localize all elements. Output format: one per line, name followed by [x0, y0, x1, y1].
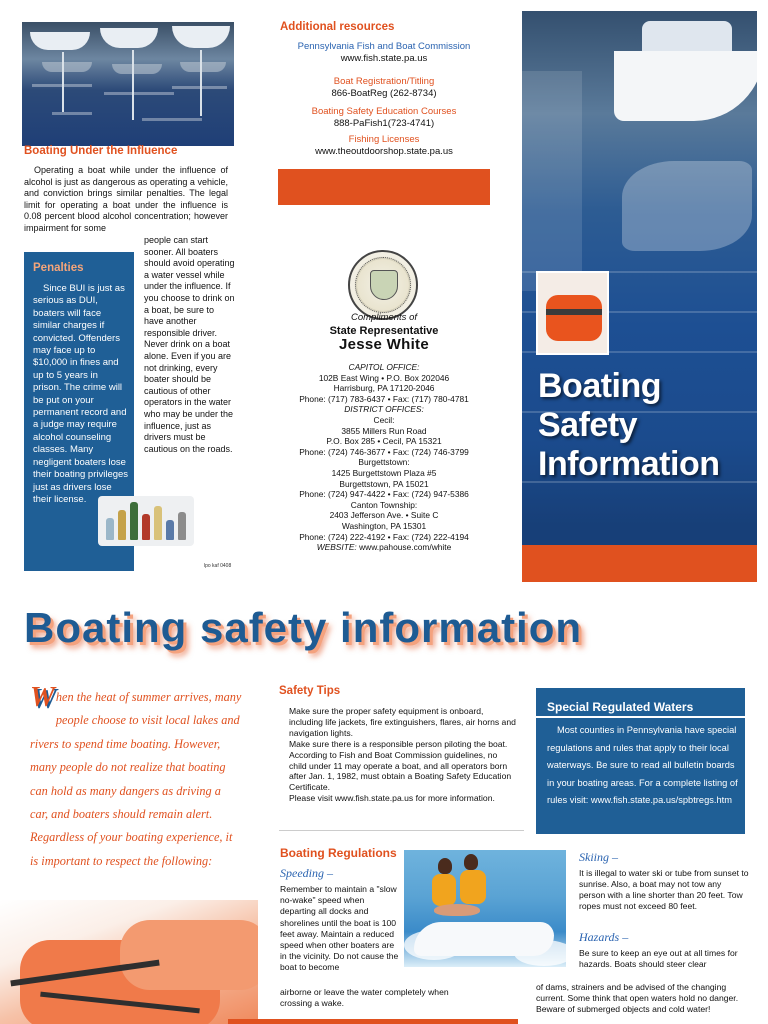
safety-tips-text	[279, 706, 517, 804]
office-name: Canton Township:	[350, 499, 418, 510]
resource-title: Pennsylvania Fish and Boat Commission	[297, 41, 471, 52]
address-line: Washington, PA 15301	[341, 520, 427, 531]
address-line: Burgettstown, PA 15021	[339, 478, 429, 489]
resource-title: Boat Registration/Titling	[333, 76, 435, 87]
cover-title-line: Boating	[538, 367, 662, 405]
resource-item	[262, 41, 506, 65]
resource-item	[262, 134, 506, 158]
bui-text-continued: people can start sooner. All boaters should avoid operating a water vessel while under the influence. If you choose to drink on a boat, be sure to have another responsible driver. Never drink on a boat alone. Even if you are not drinking, every boater should be cautious of other operators in the water who may be under the influence, just as drivers must be cautious on the roads.	[144, 235, 235, 454]
life-jackets-photo	[0, 900, 258, 1024]
orange-divider-bar	[278, 169, 490, 205]
life-jacket-icon	[536, 271, 609, 355]
safety-tips-heading: Safety Tips	[279, 685, 341, 697]
hazards-text-continued: of dams, strainers and be advised of the changing current. Some think that open waters hold no danger. Beware of submerged objects and cold water!	[536, 982, 739, 1014]
address-line: Harrisburg, PA 17120-2046	[333, 383, 435, 394]
intro-text: When the heat of summer arrives, many people choose to visit local lakes and rivers to spend time boating. However, many people do not realize that boating can hold as many dangers as driving a car, and boaters should remain alert. Regardless of your boating experience, it is important to respect the following:	[30, 682, 242, 868]
heading-underline	[536, 716, 745, 718]
website-line	[262, 542, 506, 553]
resource-title: Boating Safety Education Courses	[311, 106, 457, 117]
skiing-text: It is illegal to water ski or tube from sunset to sunrise. Also, a boat may not tow any person with a line shorter than 20 feet. Tow ropes must not exceed 80 feet.	[579, 868, 749, 911]
resource-value: 866-BoatReg (262-8734)	[331, 88, 437, 99]
section-divider	[279, 830, 524, 831]
capitol-office	[262, 362, 506, 553]
penalties-text: Since BUI is just as serious as DUI, boaters will face similar charges if convicted. Offenders may face up to $10,000 in fines and up to 5 years in prison. The crime will be put on your permanent record and a judge may require alcohol counseling classes. Many negligent boaters lose their boating privileges just as drivers lose their license.	[33, 283, 129, 505]
page-title: Boating safety information	[24, 604, 583, 651]
house-seal-icon	[348, 250, 418, 320]
resource-item	[262, 106, 506, 130]
compliments-label: Compliments of	[351, 312, 417, 323]
address-line: 2403 Jefferson Ave. • Suite C	[329, 510, 439, 521]
office-name: Cecil:	[373, 414, 395, 425]
phone-line: Phone: (717) 783-6437 • Fax: (717) 780-4781	[299, 393, 469, 404]
phone-line: Phone: (724) 222-4192 • Fax: (724) 222-4194	[299, 531, 469, 542]
hazards-text: Be sure to keep an eye out at all times for hazards. Boats should steer clear	[579, 948, 738, 969]
address-line: 102B East Wing • P.O. Box 202046	[318, 372, 450, 383]
skiing-subheading: Skiing –	[579, 850, 618, 864]
marina-photo	[22, 22, 234, 146]
capitol-office-label: CAPITOL OFFICE:	[348, 362, 420, 372]
safety-tip-paragraph: Please visit www.fish.state.pa.us for more information.	[289, 793, 495, 804]
safety-tip-paragraph: Make sure there is a responsible person piloting the boat. According to Fish and Boat Commission guidelines, no child under 11 may operate a boat, and all operators born after Jan. 1, 1982, must obtain a Boating Safety Education Certificate.	[289, 738, 512, 793]
safety-tip-paragraph: Make sure the proper safety equipment is onboard, including life jackets, fire extinguishers, flares, air horns and navigation lights.	[289, 706, 516, 738]
speeding-text-continued: airborne or leave the water completely when crossing a wake.	[280, 987, 449, 1009]
representative-title: State Representative	[329, 325, 439, 337]
special-waters-text: Most counties in Pennsylvania have special regulations and rules that apply to their local waterways. Be sure to read all bulletin boards in your boating areas. For a complete listing of rules visit: www.fish.state.pa.us/spbtregs.htm	[547, 725, 738, 805]
hazards-subheading: Hazards –	[579, 930, 629, 944]
bui-heading: Boating Under the Influence	[24, 145, 178, 157]
resources-heading: Additional resources	[280, 21, 395, 33]
website-label: WEBSITE:	[316, 542, 357, 553]
phone-line: Phone: (724) 746-3677 • Fax: (724) 746-3799	[299, 446, 469, 457]
publication-code: lpo kaf 0408	[204, 563, 232, 569]
resource-title: Fishing Licenses	[348, 134, 420, 145]
address-line: P.O. Box 285 • Cecil, PA 15321	[326, 436, 442, 447]
resource-item	[262, 76, 506, 100]
website-link[interactable]: www.pahouse.com/white	[359, 542, 452, 553]
regulations-heading: Boating Regulations	[280, 846, 397, 860]
bottom-orange-band	[228, 1019, 518, 1024]
resource-value: www.theoutdoorshop.state.pa.us	[315, 146, 453, 157]
drinks-photo	[98, 496, 194, 546]
resource-value: 888-PaFish1(723-4741)	[333, 118, 435, 129]
cover-title-line: Information	[538, 445, 720, 483]
special-waters-heading: Special Regulated Waters	[547, 700, 694, 714]
address-line: 1425 Burgettstown Plaza #5	[331, 467, 437, 478]
cover-title-line: Safety	[538, 406, 638, 444]
district-offices-label: DISTRICT OFFICES:	[344, 404, 424, 415]
representative-name: Jesse White	[338, 336, 429, 353]
cover-title	[538, 367, 719, 484]
phone-line: Phone: (724) 947-4422 • Fax: (724) 947-5386	[299, 489, 469, 500]
office-name: Burgettstown:	[358, 457, 410, 468]
bui-text: Operating a boat while under the influence of alcohol is just as dangerous as operating a vehicle, and conviction brings similar penalties. The legal limit for operating a boat under the influence is 0.08 percent blood alcohol concentration; however impairment for some	[24, 165, 228, 233]
resource-value: www.fish.state.pa.us	[340, 53, 428, 64]
jet-ski-photo	[404, 850, 566, 967]
penalties-heading: Penalties	[33, 262, 84, 274]
drop-cap: W	[30, 682, 55, 713]
address-line: 3855 Millers Run Road	[341, 425, 427, 436]
speeding-text: Remember to maintain a "slow no-wake" speed when departing all docks and shorelines until the boat is 100 feet away. Maintain a reduced speed when other boaters are in the vicinity. Do not cause the boat to become	[280, 884, 399, 973]
speeding-subheading: Speeding –	[280, 866, 333, 880]
cover-orange-band	[522, 545, 757, 582]
